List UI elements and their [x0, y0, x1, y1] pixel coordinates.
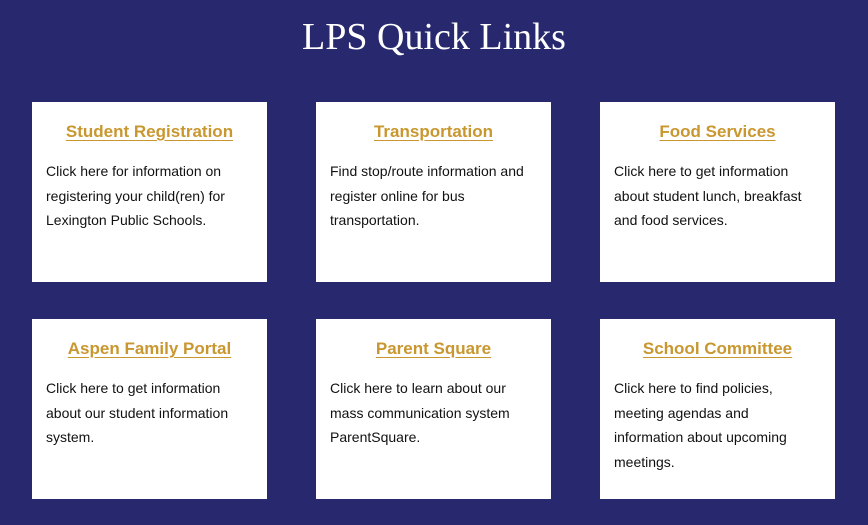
quick-link-card-parent-square[interactable] — [316, 319, 551, 499]
student-registration-description: Click here for information on registering your child(ren) for Lexington Public Schools. — [46, 163, 225, 228]
parent-square-description: Click here to learn about our mass communication system ParentSquare. — [330, 380, 510, 445]
transportation-description: Find stop/route information and register online for bus transportation. — [330, 163, 524, 228]
aspen-family-portal-link[interactable]: Aspen Family Portal — [67, 339, 232, 358]
quick-link-card-transportation[interactable] — [316, 102, 551, 282]
quick-link-card-aspen-family-portal[interactable] — [32, 319, 267, 499]
parent-square-link[interactable]: Parent Square — [375, 339, 492, 358]
school-committee-link[interactable]: School Committee — [642, 339, 793, 358]
food-services-description: Click here to get information about student lunch, breakfast and food services. — [614, 163, 802, 228]
page-title: LPS Quick Links — [302, 16, 566, 58]
aspen-family-portal-description: Click here to get information about our student information system. — [46, 380, 229, 445]
quick-link-card-school-committee[interactable] — [600, 319, 835, 499]
quick-link-card-student-registration[interactable] — [32, 102, 267, 282]
food-services-link[interactable]: Food Services — [659, 122, 776, 141]
transportation-link[interactable]: Transportation — [373, 122, 493, 141]
school-committee-description: Click here to find policies, meeting agendas and information about upcoming meetings. — [614, 380, 787, 470]
student-registration-link[interactable]: Student Registration — [65, 122, 234, 141]
quick-link-card-food-services[interactable] — [600, 102, 835, 282]
